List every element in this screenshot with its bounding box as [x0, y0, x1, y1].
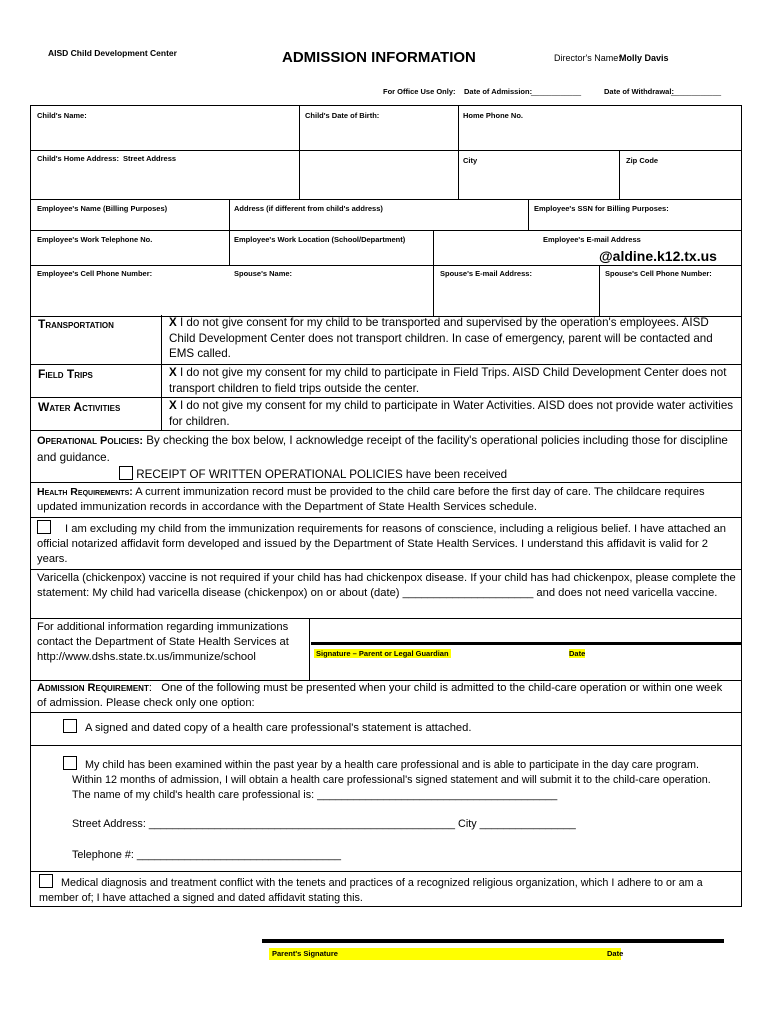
- col-divider: [433, 265, 434, 316]
- water-activities-text: I do not give my consent for my child to participate in Water Activities. AISD does not provide water activities for children.: [169, 399, 734, 428]
- child-address-label[interactable]: Child's Home Address:: [37, 154, 119, 163]
- option-2-line-1: My child has been examined within the past year by a health care professional and is able to participate in the day care program.: [85, 759, 699, 771]
- parent-signature-line[interactable]: [262, 939, 724, 943]
- operational-policies-paragraph: [37, 433, 737, 465]
- address-different-label[interactable]: Address (if different from child's address): [234, 204, 383, 213]
- health-requirements-label: Health Requirements:: [37, 486, 133, 498]
- field-trips-x-mark[interactable]: X: [169, 366, 177, 379]
- admission-option-1: [63, 719, 472, 736]
- option-1-checkbox[interactable]: [63, 719, 77, 733]
- director-name: Molly Davis: [619, 53, 669, 63]
- admission-section: [30, 679, 742, 907]
- parent-signature-label: Parent's Signature: [272, 949, 338, 958]
- admission-option-2: [63, 756, 739, 863]
- exclusion-checkbox[interactable]: [37, 520, 51, 534]
- row-divider: [31, 482, 741, 483]
- row-divider: [31, 230, 741, 231]
- transportation-consent: [169, 315, 735, 362]
- transportation-text: I do not give consent for my child to be transported and supervised by the operation's employees. AISD Child Development Center does not transport children. In case of emergency, parent will be contacted and EMS called.: [169, 316, 713, 360]
- field-trips-consent: [169, 365, 735, 396]
- immunization-info: For additional information regarding immunizations contact the Department of State Health Services at http://www.dshs.state.tx.us/immunize/school: [37, 621, 289, 663]
- row-divider: [31, 199, 741, 200]
- home-phone-label[interactable]: Home Phone No.: [463, 111, 524, 120]
- admission-requirement-text: One of the following must be presented when your child is admitted to the child-care operation or within one week of admission. Please check only one option:: [37, 682, 723, 709]
- policies-receipt: [119, 466, 507, 483]
- row-divider: [31, 712, 741, 713]
- option-3-text: Medical diagnosis and treatment conflict with the tenets and practices of a recognized religious organization, which I adhere to or am a member of; I have attached a signed and dated affidavit stating this.: [39, 877, 703, 904]
- center-name: AISD Child Development Center: [48, 48, 177, 58]
- exclusion-paragraph: [37, 520, 737, 567]
- field-trips-label: Field Trips: [38, 367, 93, 381]
- col-divider: [309, 618, 310, 680]
- exclusion-text: I am excluding my child from the immunization requirements for reasons of conscience, including a religious belief. I have attached an official notarized affidavit form developed and issued by the Department of State Health Services. I understand this affidavit is valid for 2 years.: [37, 523, 727, 565]
- work-phone-label[interactable]: Employee's Work Telephone No.: [37, 235, 153, 244]
- row-divider: [31, 871, 741, 872]
- col-divider: [433, 230, 434, 265]
- option-2-checkbox[interactable]: [63, 756, 77, 770]
- parent-date-label: Date: [607, 949, 624, 958]
- water-activities-label: Water Activities: [38, 400, 121, 414]
- spouse-name-label[interactable]: Spouse's Name:: [234, 269, 293, 278]
- col-divider: [599, 265, 600, 316]
- signature-highlight: [445, 649, 585, 660]
- water-activities-x-mark[interactable]: X: [169, 399, 177, 412]
- street-address-label[interactable]: Street Address: [123, 154, 177, 163]
- col-divider: [619, 150, 620, 199]
- option-2-line-2: Within 12 months of admission, I will obtain a health care professional's signed statement and will submit it to the child-care operation.: [72, 774, 711, 786]
- transportation-label: Transportation: [38, 317, 114, 331]
- water-activities-consent: [169, 398, 735, 429]
- child-dob-label[interactable]: Child's Date of Birth:: [305, 111, 380, 120]
- health-requirements-paragraph: [37, 485, 737, 515]
- field-trips-text: I do not give my consent for my child to participate in Field Trips. AISD Child Development Center does not transport children to field trips outside the center.: [169, 366, 727, 395]
- spouse-cell-label[interactable]: Spouse's Cell Phone Number:: [605, 269, 712, 278]
- director-label: Director's Name:: [554, 53, 621, 63]
- admission-option-3: [39, 874, 739, 906]
- guardian-date-label: Date: [569, 649, 586, 658]
- email-domain: @aldine.k12.tx.us: [599, 248, 717, 264]
- col-divider: [528, 199, 529, 230]
- withdrawal-date-blank[interactable]: ____________: [671, 87, 722, 96]
- employee-name-label[interactable]: Employee's Name (Billing Purposes): [37, 204, 168, 213]
- office-use-label: For Office Use Only:: [383, 87, 456, 96]
- health-requirements-text: A current immunization record must be provided to the child care before the first day of care. The childcare requires updated immunization records in accordance with the Department of State Health Services schedule.: [37, 486, 705, 513]
- col-divider: [458, 106, 459, 199]
- row-divider: [31, 745, 741, 746]
- col-divider: [229, 199, 230, 265]
- zip-label[interactable]: Zip Code: [626, 156, 659, 165]
- row-divider: [31, 150, 741, 151]
- row-divider: [31, 618, 741, 619]
- child-name-label[interactable]: Child's Name:: [37, 111, 87, 120]
- city-label[interactable]: City: [463, 156, 478, 165]
- withdrawal-date-label: Date of Withdrawal:: [604, 87, 674, 96]
- option-3-checkbox[interactable]: [39, 874, 53, 888]
- guardian-signature-line[interactable]: [311, 642, 741, 645]
- operational-policies-text: By checking the box below, I acknowledge receipt of the facility's operational policies including those for discipline and guidance.: [37, 434, 728, 464]
- transportation-x-mark[interactable]: X: [169, 316, 177, 329]
- spouse-email-label[interactable]: Spouse's E-mail Address:: [440, 269, 532, 278]
- guardian-signature-label: Signature – Parent or Legal Guardian: [316, 649, 449, 658]
- consents-section: [30, 315, 742, 430]
- row-divider: [31, 265, 741, 266]
- admission-date-label: Date of Admission:: [464, 87, 533, 96]
- telephone-line[interactable]: Telephone #: __________________________________: [72, 849, 341, 861]
- col-divider: [299, 106, 300, 199]
- policies-receipt-text: RECEIPT OF WRITTEN OPERATIONAL POLICIES have been received: [136, 468, 508, 481]
- info-grid: [30, 105, 742, 317]
- option-2-line-3[interactable]: The name of my child's health care professional is: ________________________________________: [72, 789, 558, 801]
- street-address-line[interactable]: Street Address: ___________________________________________________ City ________________: [72, 818, 576, 830]
- employee-email-label[interactable]: Employee's E-mail Address: [543, 235, 641, 244]
- policies-receipt-checkbox[interactable]: [119, 466, 133, 480]
- form-title: ADMISSION INFORMATION: [282, 49, 476, 66]
- employee-ssn-label[interactable]: Employee's SSN for Billing Purposes:: [534, 204, 669, 213]
- row-divider: [31, 517, 741, 518]
- option-1-text: A signed and dated copy of a health care professional's statement is attached.: [85, 722, 472, 734]
- policies-health-section: [30, 430, 742, 681]
- admission-requirement-label: Admission Requirement: [37, 682, 149, 694]
- admission-date-blank[interactable]: ____________: [531, 87, 582, 96]
- employee-cell-label[interactable]: Employee's Cell Phone Number:: [37, 269, 153, 278]
- col-divider: [161, 315, 162, 430]
- varicella-paragraph: Varicella (chickenpox) vaccine is not required if your child has had chickenpox disease. If your child has had chickenpox, please complete the statement: My child had varicella disease (chickenpox) on or about (date) _____________________ and does not need varicella vaccine.: [37, 572, 736, 599]
- operational-policies-label: Operational Policies:: [37, 435, 144, 447]
- work-location-label[interactable]: Employee's Work Location (School/Department): [234, 235, 406, 244]
- admission-requirement-paragraph: Admission Requirement: One of the following must be presented when your child is admitted to the child-care operation or within one week of admission. Please check only one option:: [37, 682, 723, 709]
- row-divider: [31, 569, 741, 570]
